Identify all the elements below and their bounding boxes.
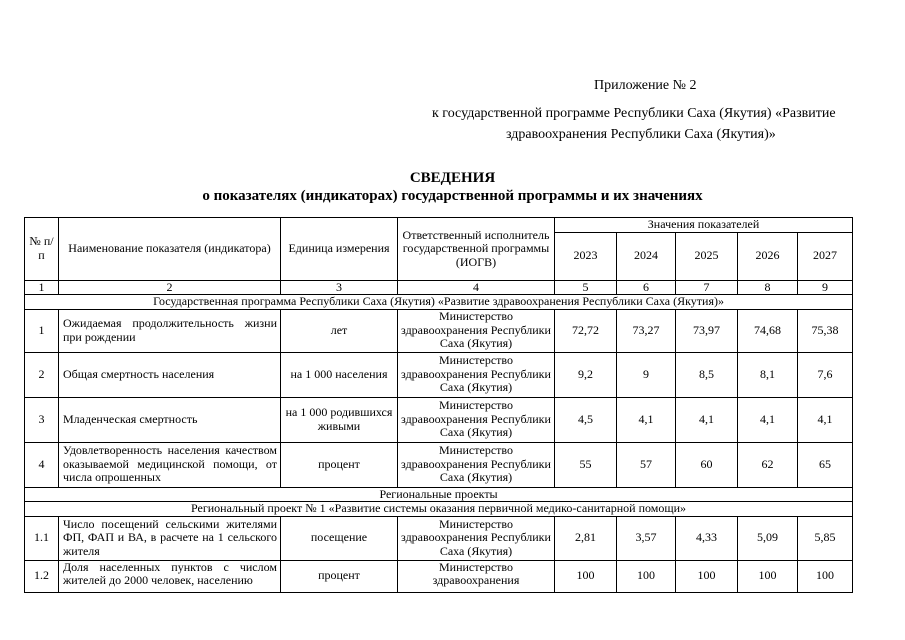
- col-number: 9: [798, 280, 853, 295]
- header-num: № п/п: [25, 218, 59, 281]
- col-number: 4: [398, 280, 555, 295]
- row-num: 1.2: [25, 560, 59, 592]
- row-value: 3,57: [617, 516, 676, 560]
- title-line2: о показателях (индикаторах) государственной программы и их значениях: [202, 188, 703, 204]
- header-name: Наименование показателя (индикатора): [59, 218, 281, 281]
- row-value: 100: [738, 560, 798, 592]
- row-value: 75,38: [798, 309, 853, 352]
- header-year: 2023: [555, 232, 617, 280]
- row-value: 5,85: [798, 516, 853, 560]
- row-executor: Министерство здравоохранения Республики Саха (Якутия): [398, 516, 555, 560]
- row-value: 74,68: [738, 309, 798, 352]
- col-number: 6: [617, 280, 676, 295]
- row-indicator-name: Удовлетворенность населения качеством оказываемой медицинской помощи, от числа опрошенных: [59, 442, 281, 487]
- appendix-subtitle: [432, 103, 877, 145]
- row-indicator-name: Число посещений сельскими жителями ФП, ФАП и ВА, в расчете на 1 сельского жителя: [59, 516, 281, 560]
- title-line1: СВЕДЕНИЯ: [409, 170, 496, 186]
- row-num: 3: [25, 397, 59, 442]
- row-value: 4,1: [738, 397, 798, 442]
- row-value: 65: [798, 442, 853, 487]
- row-executor: Министерство здравоохранения Республики Саха (Якутия): [398, 397, 555, 442]
- row-num: 2: [25, 352, 59, 397]
- row-value: 73,97: [676, 309, 738, 352]
- row-indicator-name: Общая смертность населения: [59, 352, 281, 397]
- header-executor: Ответственный исполнитель государственной программы (ИОГВ): [398, 218, 555, 281]
- header-year: 2027: [798, 232, 853, 280]
- row-num: 1.1: [25, 516, 59, 560]
- header-year: 2025: [676, 232, 738, 280]
- section-regional-row: Региональные проекты: [25, 487, 853, 502]
- row-unit: на 1 000 населения: [281, 352, 398, 397]
- header-year: 2026: [738, 232, 798, 280]
- row-value: 4,33: [676, 516, 738, 560]
- indicators-table: [24, 217, 853, 593]
- row-value: 100: [798, 560, 853, 592]
- header-year: 2024: [617, 232, 676, 280]
- row-value: 73,27: [617, 309, 676, 352]
- row-indicator-name: Доля населенных пунктов с числом жителей до 2000 человек, населению: [59, 560, 281, 592]
- table-row: [25, 397, 853, 442]
- row-value: 100: [555, 560, 617, 592]
- row-value: 4,5: [555, 397, 617, 442]
- row-value: 2,81: [555, 516, 617, 560]
- row-executor: Министерство здравоохранения Республики Саха (Якутия): [398, 352, 555, 397]
- row-indicator-name: Ожидаемая продолжительность жизни при рождении: [59, 309, 281, 352]
- col-number: 2: [59, 280, 281, 295]
- col-number: 3: [281, 280, 398, 295]
- appendix-subtitle-line2: здравоохранения Республики Саха (Якутия)»: [506, 127, 776, 142]
- row-value: 5,09: [738, 516, 798, 560]
- col-number: 7: [676, 280, 738, 295]
- row-unit: лет: [281, 309, 398, 352]
- row-value: 4,1: [617, 397, 676, 442]
- row-value: 4,1: [676, 397, 738, 442]
- row-value: 8,5: [676, 352, 738, 397]
- row-unit: посещение: [281, 516, 398, 560]
- table-row: [25, 516, 853, 560]
- document-title: [0, 169, 905, 205]
- row-value: 8,1: [738, 352, 798, 397]
- row-value: 4,1: [798, 397, 853, 442]
- row-executor: Министерство здравоохранения Республики Саха (Якутия): [398, 309, 555, 352]
- row-num: 4: [25, 442, 59, 487]
- appendix-subtitle-line1: к государственной программе Республики Саха (Якутия) «Развитие: [432, 106, 836, 121]
- row-value: 9,2: [555, 352, 617, 397]
- header-values-group: Значения показателей: [555, 218, 853, 233]
- row-value: 60: [676, 442, 738, 487]
- appendix-title: Приложение № 2: [594, 78, 697, 93]
- column-numbers-row: [25, 280, 853, 295]
- section-program-row: Государственная программа Республики Саха (Якутия) «Развитие здравоохранения Республики Саха (Якутия)»: [25, 295, 853, 310]
- row-unit: процент: [281, 560, 398, 592]
- row-indicator-name: Младенческая смертность: [59, 397, 281, 442]
- row-value: 100: [676, 560, 738, 592]
- row-value: 62: [738, 442, 798, 487]
- table-row: [25, 352, 853, 397]
- row-executor: Министерство здравоохранения: [398, 560, 555, 592]
- row-value: 72,72: [555, 309, 617, 352]
- col-number: 5: [555, 280, 617, 295]
- row-executor: Министерство здравоохранения Республики Саха (Якутия): [398, 442, 555, 487]
- row-num: 1: [25, 309, 59, 352]
- row-value: 7,6: [798, 352, 853, 397]
- row-unit: процент: [281, 442, 398, 487]
- row-value: 100: [617, 560, 676, 592]
- col-number: 8: [738, 280, 798, 295]
- header-unit: Единица измерения: [281, 218, 398, 281]
- table-row: [25, 560, 853, 592]
- row-value: 55: [555, 442, 617, 487]
- row-value: 57: [617, 442, 676, 487]
- indicators-table-wrap: [24, 217, 853, 593]
- table-row: [25, 309, 853, 352]
- col-number: 1: [25, 280, 59, 295]
- row-unit: на 1 000 родившихся живыми: [281, 397, 398, 442]
- row-value: 9: [617, 352, 676, 397]
- section-project1-row: Региональный проект № 1 «Развитие системы оказания первичной медико-санитарной помощи»: [25, 502, 853, 517]
- table-row: [25, 442, 853, 487]
